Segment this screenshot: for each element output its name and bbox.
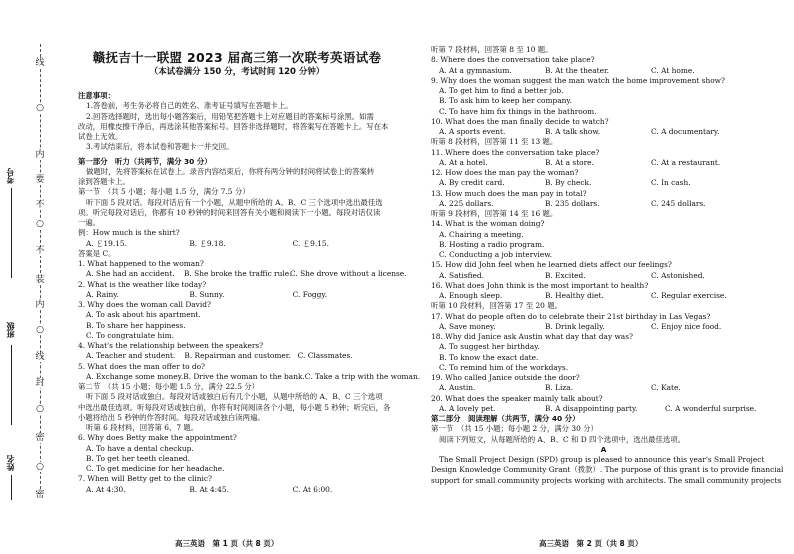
part2-heading: 第二部分 阅读理解（共两节，满分 40 分） [431,414,580,423]
question-7: 7. When will Betty get to the clinic? [78,474,213,484]
question-11: 11. Where does the conversation take place? [431,147,600,157]
passage-line: The Small Project Design (SPD) group is pleased to announce this year's Small Project [439,455,765,464]
question-20-options: A. A lovely pet. B. A disappointing party. C. A wonderful surprise. [439,403,757,413]
question-10: 10. What does the man finally decide to watch? [431,116,609,126]
exam-title: 赣抚吉十一联盟 2023 届高三第一次联考英语试卷 [92,50,382,65]
seal-mark: 要 [33,175,47,185]
page-footer-right: 高三英语 第 2 页（共 8 页） [539,539,643,548]
section1-intro: 听下面 5 段对话。每段对话后有一个小题，从题中所给的 A、B、C 三个选项中选出最佳选 [86,197,383,207]
passage-line: support for small community projects working with architects. The small community projects [431,475,782,485]
question-4: 4. What's the relationship between the speakers? [78,341,264,350]
seal-mark: 不 [33,200,47,210]
question-5-options: A. Exchange some money. B. Drive the woman to the bank. C. Take a trip with the woman. [86,371,421,381]
question-15-options: A. Satisfied. B. Excited. C. Astonished. [439,270,705,280]
section1-heading: 第一节 （共 5 小题；每小题 1.5 分，满分 7.5 分） [78,187,250,197]
part2-intro: 阅读下列短文，从每题所给的 A、B、C 和 D 四个选项中，选出最佳选项。 [439,434,686,444]
name-label: 姓名 [5,455,15,471]
question-1-options: A. She had an accident. B. She broke the traffic rule. C. She drove without a license. [86,269,407,279]
passage-line: Design Knowledge Community Grant（拨款）. The purpose of this grant is to provide financial [431,465,784,475]
seal-circle: ○ [33,325,47,335]
note-line: 2.回答选择题时，选出每小题答案后，用铅笔把答题卡上对应题目的答案标号涂黑。如需 [86,111,374,121]
note-line: 1.答卷前，考生务必将自己的姓名、准考证号填写在答题卡上。 [86,101,293,111]
seal-circle: ○ [33,404,47,414]
seal-mark: 不 [33,246,47,256]
question-9-option-a: A. To get him to find a better job. [439,86,564,95]
question-4-options: A. Teacher and student. B. Repairman and customer. C. Classmates. [86,351,353,361]
question-20: 20. What does the speaker mainly talk about? [431,393,603,403]
question-14-option-c: C. Conducting a job interview. [439,250,553,259]
question-19-options: A. Austin. B. Liza. C. Kate. [439,383,681,393]
example-answer: 答案是 C。 [78,248,116,258]
question-10-options: A. A sports event. B. A talk show. C. A documentary. [439,127,720,136]
question-15: 15. How did John feel when he learned diets affect our feelings? [431,260,672,270]
set-7-instruction: 听第 7 段材料，回答第 8 至 10 题。 [431,45,553,54]
question-17: 17. What do people often do to celebrate their 21st birthday in Las Vegas? [431,311,711,321]
question-5: 5. What does the man offer to do? [78,361,206,371]
page-2-column [431,45,784,486]
set-10-instruction: 听第 10 段材料，回答第 17 至 20 题。 [431,301,562,311]
question-18-option-b: B. To know the exact date. [439,352,539,362]
seal-mark: 内 [33,300,47,310]
question-18: 18. Why did Janice ask Austin what day that day was? [431,332,633,341]
question-6-option-c: C. To get medicine for her headache. [86,464,225,473]
set-9-instruction: 听第 9 段材料，回答第 14 至 16 题。 [431,209,558,218]
example-options: A. ￡19.15. B. ￡9.18. C. ￡9.15. [86,238,329,248]
question-3-option-b: B. To share her happiness. [86,320,186,330]
question-3-option-a: A. To ask about his apartment. [86,310,201,320]
question-14: 14. What is the woman doing? [431,219,545,229]
exam-subtitle: （本试卷满分 150 分，考试时间 120 分钟） [149,67,325,77]
question-16: 16. What does John think is the most important to health? [431,280,649,290]
notes-heading: 注意事项： [78,91,115,100]
question-9-option-c: C. To have him fix things in the bathroom. [439,106,597,116]
question-14-option-a: A. Chairing a meeting. [439,229,524,239]
example-question: 例：How much is the shirt? [78,228,180,238]
question-8: 8. Where does the conversation take place? [431,55,595,65]
question-16-options: A. Enough sleep. B. Healthy diet. C. Regular exercise. [439,291,727,300]
set-6-instruction: 听第 6 段材料，回答第 6、7 题。 [86,423,199,432]
passage-label: A [600,444,607,454]
question-11-options: A. At a hotel. B. At a store. C. At a restaurant. [439,157,721,167]
question-13: 13. How much does the man pay in total? [431,188,587,198]
part1-intro: 做题时，先将答案标在试卷上。录音内容结束后，你将有两分钟的时间将试卷上的答案转 [86,166,375,176]
name-line [11,475,12,500]
part2-section1-heading: 第一节 （共 15 小题；每小题 2 分，满分 30 分） [431,424,598,434]
class-line [11,345,12,425]
binding-margin [0,0,62,554]
seal-mark: 装 [33,275,47,285]
seal-circle: ○ [33,219,47,229]
question-18-option-a: A. To suggest her birthday. [439,342,540,352]
question-6-option-b: B. To get her teeth cleaned. [86,453,191,463]
question-9-option-b: B. To ask him to keep her company. [439,96,572,106]
note-line: 改动，用橡皮擦干净后，再选涂其他答案标号。回答非选择题时，将答案写在答题卡上。写在本 [78,121,389,131]
question-8-options: A. At a gymnasium. B. At the theater. C. At home. [439,65,695,75]
section1-intro: 一遍。 [78,218,101,227]
seal-circle: ○ [33,462,47,472]
note-line: 3.考试结束后，将本试卷和答题卡一并交回。 [86,142,234,152]
seal-mark: 封 [33,378,47,388]
set-8-instruction: 听第 8 段材料，回答第 11 至 13 题。 [431,137,558,147]
question-12-options: A. By credit card. B. By check. C. In cash. [439,178,691,188]
question-12: 12. How does the man pay the woman? [431,168,579,177]
question-6-option-a: A. To have a dental checkup. [86,443,194,453]
question-3-option-c: C. To congratulate him. [86,330,174,340]
section2-intro: 中选出最佳选项。听每段对话或独白前，你将有时间阅读各个小题，每小题 5 秒钟；听完后，各 [78,402,391,412]
section2-intro: 听下面 5 段对话或独白。每段对话或独白后有几个小题，从题中所给的 A、B、C 三个选项 [86,392,383,402]
page-footer-left: 高三英语 第 1 页（共 8 页） [175,539,279,548]
question-9: 9. Why does the woman suggest the man watch the home improvement show? [431,75,725,85]
question-18-option-c: C. To remind him of the workdays. [439,362,569,372]
seal-mark: 内 [33,150,47,160]
seal-circle: ○ [33,103,47,113]
question-3: 3. Why does the woman call David? [78,300,211,309]
page-1-column [78,91,421,495]
question-2-options: A. Rainy. B. Sunny. C. Foggy. [86,289,327,299]
seal-mark: 线 [33,58,47,68]
question-14-option-b: B. Hosting a radio program. [439,239,545,249]
question-1: 1. What happened to the woman? [78,259,204,268]
section2-heading: 第二节 （共 15 小题；每小题 1.5 分，满分 22.5 分） [78,382,260,391]
seal-mark: 密 [33,433,47,443]
section2-intro: 小题将给出 5 秒钟的作答时间。每段对话或独白读两遍。 [78,412,265,422]
exam-id-label: 考号 [5,168,15,184]
part1-intro: 涂到答题卡上。 [78,177,130,186]
seal-mark: 密 [33,490,47,500]
question-6: 6. Why does Betty make the appointment? [78,433,237,443]
question-7-options: A. At 4:30. B. At 4:45. C. At 6:00. [86,484,333,494]
question-2: 2. What is the weather like today? [78,279,207,289]
question-13-options: A. 225 dollars. B. 235 dollars. C. 245 dollars. [439,198,706,208]
part1-heading: 第一部分 听力（共两节，满分 30 分） [78,156,212,166]
question-17-options: A. Save money. B. Drink legally. C. Enjoy nice food. [439,321,722,331]
seal-mark: 线 [33,352,47,362]
question-19: 19. Who called Janice outside the door? [431,373,580,382]
class-label: 班级 [5,322,15,338]
note-line: 试卷上无效。 [78,132,123,141]
exam-id-line [11,188,12,278]
section1-intro: 项。听完每段对话后，你都有 10 秒钟的时间来回答有关小题和阅读下一小题。每段对话仅读 [78,207,381,217]
